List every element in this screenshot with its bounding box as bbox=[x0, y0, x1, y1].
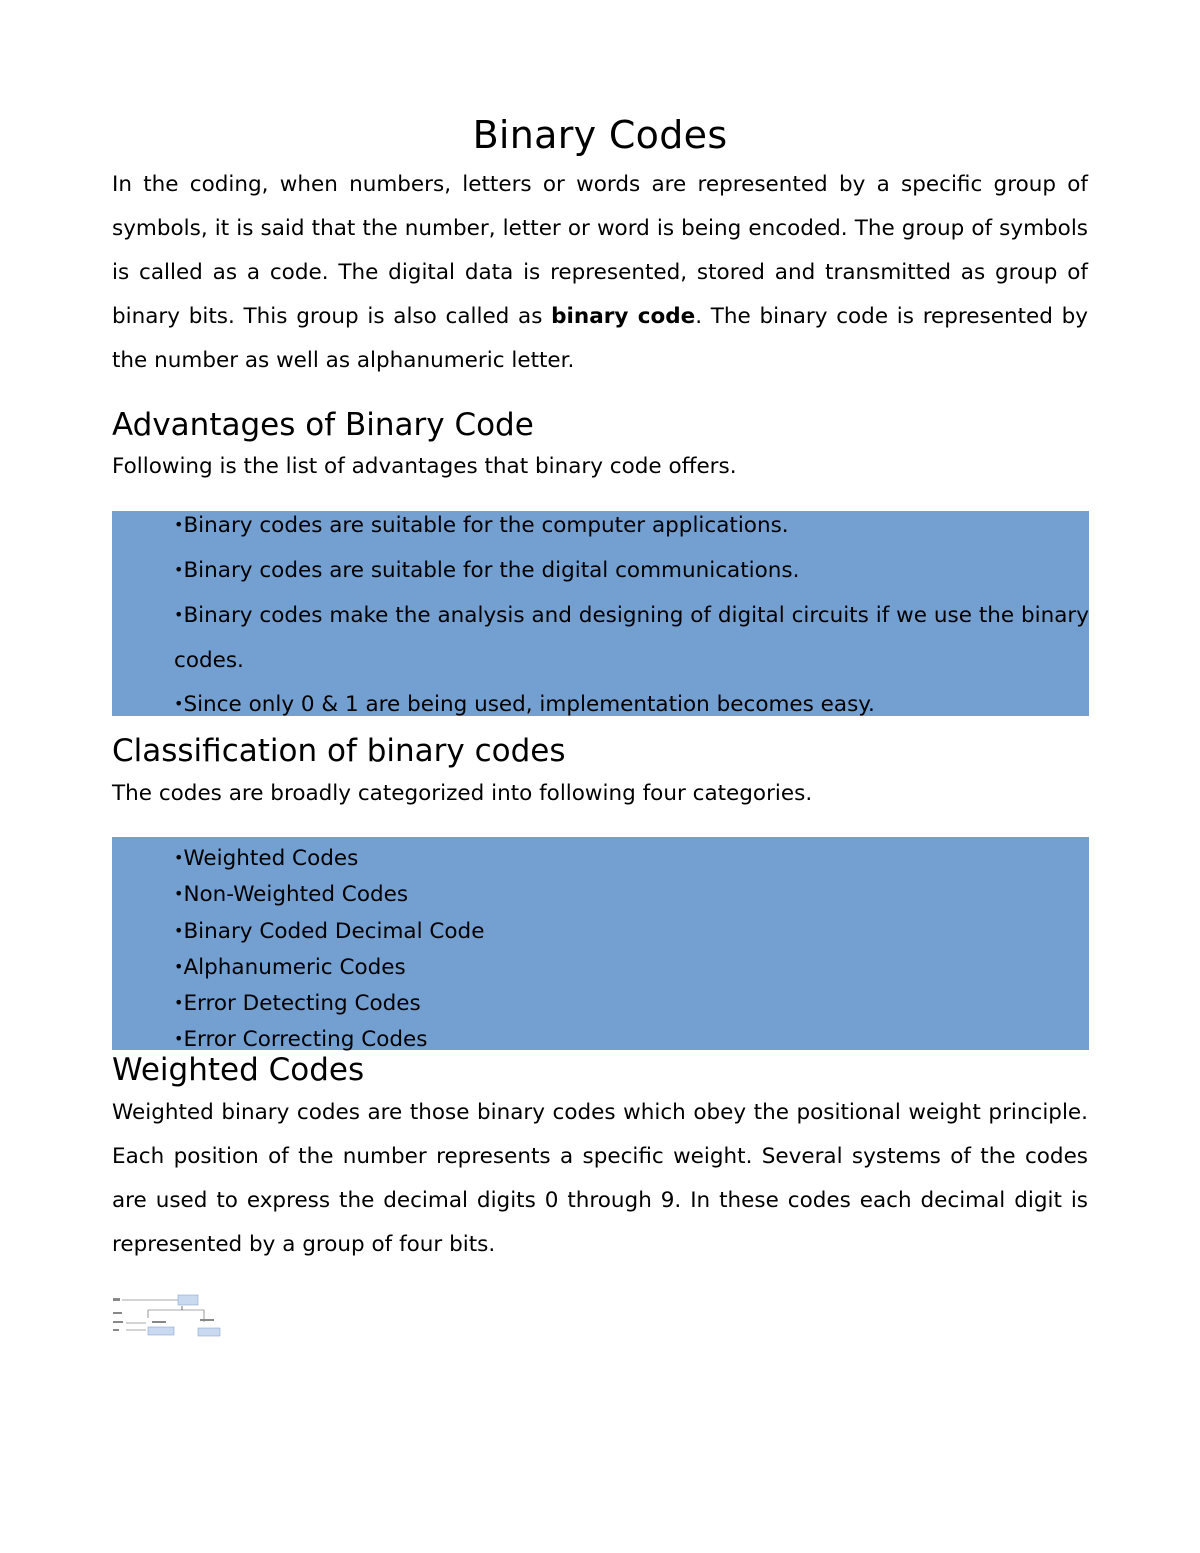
classification-list bbox=[112, 841, 1089, 1059]
diagram-label-mark bbox=[200, 1319, 214, 1321]
weighted-heading: Weighted Codes bbox=[112, 1052, 365, 1088]
advantage-item: • Binary codes make the analysis and designing of digital circuits if we use the binary codes. bbox=[112, 594, 1089, 683]
category-item: • Binary Coded Decimal Code bbox=[112, 914, 1089, 950]
classification-lead: The codes are broadly categorized into following four categories. bbox=[112, 781, 813, 806]
intro-bold-term: binary code bbox=[551, 304, 696, 329]
diagram-label-mark bbox=[113, 1298, 120, 1301]
classification-heading: Classification of binary codes bbox=[112, 733, 566, 769]
weighted-paragraph: Weighted binary codes are those binary codes which obey the positional weight principle. Each position of the number represents a specific weight. Several systems of the codes are used to express the decimal digits 0 through 9. In these codes each decimal digit is represented by a group of four bits. bbox=[112, 1100, 1088, 1257]
category-item: • Alphanumeric Codes bbox=[112, 950, 1089, 986]
page-title: Binary Codes bbox=[472, 113, 728, 157]
advantage-item: • Since only 0 & 1 are being used, implementation becomes easy. bbox=[112, 683, 1089, 728]
diagram-connector bbox=[148, 1306, 182, 1318]
diagram-label-mark bbox=[152, 1321, 166, 1323]
diagram-box bbox=[178, 1295, 198, 1305]
diagram-box bbox=[198, 1328, 220, 1336]
category-item: • Error Correcting Codes bbox=[112, 1022, 1089, 1058]
category-item: • Error Detecting Codes bbox=[112, 986, 1089, 1022]
advantages-heading: Advantages of Binary Code bbox=[112, 407, 534, 443]
category-item: • Weighted Codes bbox=[112, 841, 1089, 877]
diagram-label-mark bbox=[113, 1329, 119, 1331]
diagram-box bbox=[148, 1327, 174, 1335]
category-item: • Non-Weighted Codes bbox=[112, 877, 1089, 913]
advantages-lead: Following is the list of advantages that binary code offers. bbox=[112, 454, 737, 479]
intro-paragraph bbox=[112, 163, 1088, 383]
classification-box bbox=[112, 837, 1089, 1053]
advantages-list bbox=[112, 504, 1089, 728]
diagram-label-mark bbox=[113, 1321, 123, 1323]
weighted-codes-diagram bbox=[112, 1292, 222, 1342]
advantages-box bbox=[112, 511, 1089, 716]
advantage-item: • Binary codes are suitable for the computer applications. bbox=[112, 504, 1089, 549]
bullet-icon bbox=[174, 919, 183, 944]
advantage-item: • Binary codes are suitable for the digital communications. bbox=[112, 549, 1089, 594]
diagram-label-mark bbox=[113, 1312, 122, 1314]
intro-text-end: . The binary code is represented by the number as well as alphanumeric letter. bbox=[112, 304, 1088, 373]
intro-text-start: In the coding, when numbers, letters or words are represented by a specific group of symbols, it is said that the number, letter or word is being encoded. The group of symbols is called as a code. The digital data is represented, stored and transmitted as group of binary bits. This group is also called as bbox=[112, 172, 1088, 329]
